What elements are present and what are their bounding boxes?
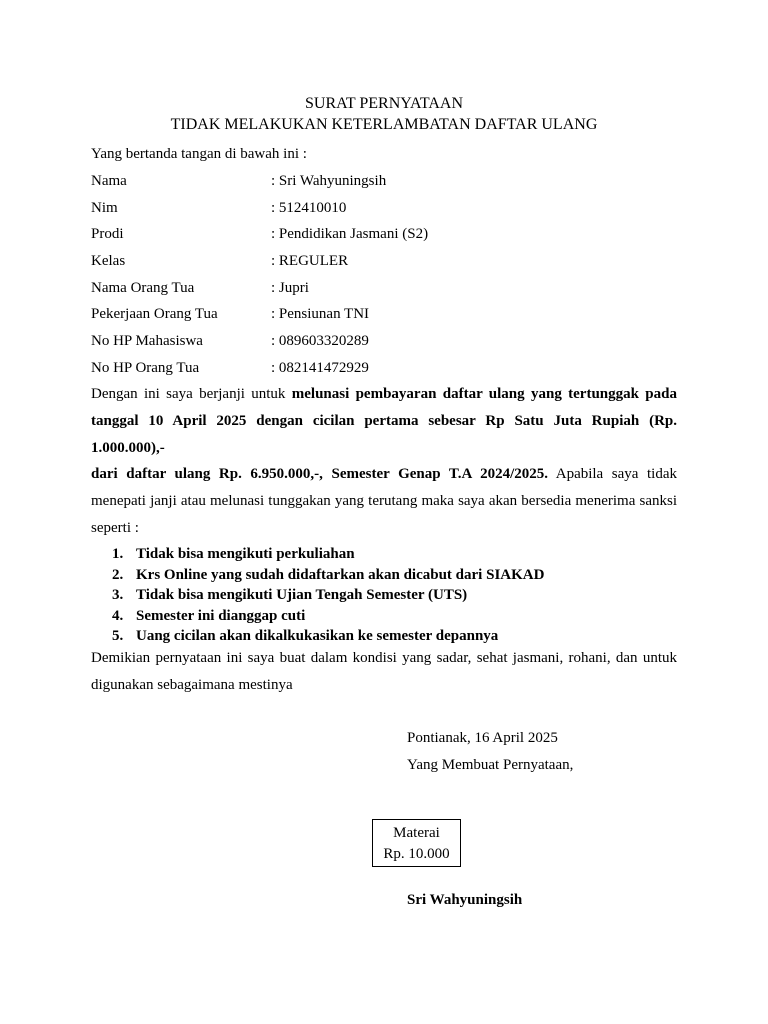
maker-label: Yang Membuat Pernyataan, (407, 757, 574, 773)
field-row-nama-orang-tua (91, 279, 428, 306)
field-value: : 082141472929 (271, 359, 369, 376)
stamp-label: Materai (393, 825, 440, 841)
field-label: Pekerjaan Orang Tua (91, 306, 218, 323)
list-item (112, 545, 544, 566)
field-row-nim (91, 199, 428, 226)
field-label: No HP Mahasiswa (91, 333, 203, 350)
statement-bold-text: dari daftar ulang Rp. 6.950.000,-, Semester Genap T.A 2024/2025. (91, 466, 548, 482)
document-subtitle: TIDAK MELAKUKAN KETERLAMBATAN DAFTAR ULANG (170, 116, 598, 133)
field-label: No HP Orang Tua (91, 359, 200, 376)
field-value: : Pensiunan TNI (271, 306, 370, 323)
field-label: Prodi (91, 226, 124, 243)
list-text: Semester ini dianggap cuti (136, 607, 306, 624)
statement-text: Dengan ini saya berjanji untuk (91, 386, 292, 402)
list-text: Tidak bisa mengikuti Ujian Tengah Semester (UTS) (136, 587, 468, 603)
field-row-prodi (91, 225, 428, 252)
field-label: Nim (91, 199, 118, 216)
stamp-value: Rp. 10.000 (383, 846, 450, 862)
identity-fields (91, 172, 428, 386)
statement-bold-text: melunasi pembayaran daftar ulang yang tertunggak pada tanggal 10 April 2025 dengan cicilan pertama sebesar Rp Satu Juta Rupiah (Rp. 1.000.000),- (91, 386, 677, 456)
field-value: : 089603320289 (271, 333, 369, 350)
signer-name: Sri Wahyuningsih (407, 892, 523, 908)
field-row-kelas (91, 252, 428, 279)
field-value: : 512410010 (271, 199, 347, 216)
statement-paragraph-1 (91, 381, 677, 461)
list-text: Krs Online yang sudah didaftarkan akan dicabut dari SIAKAD (136, 566, 545, 583)
field-label: Kelas (91, 253, 126, 270)
list-number: 5. (112, 628, 124, 644)
list-number: 4. (112, 607, 124, 624)
list-item (112, 566, 544, 587)
place-date: Pontianak, 16 April 2025 (407, 730, 558, 746)
list-number: 2. (112, 566, 124, 583)
list-text: Uang cicilan akan dikalkukasikan ke semester depannya (136, 628, 499, 644)
list-item (112, 607, 544, 628)
statement-paragraph-2 (91, 461, 677, 541)
field-row-pekerjaan-orang-tua (91, 305, 428, 332)
field-value: : Sri Wahyuningsih (271, 173, 387, 189)
closing-paragraph: Demikian pernyataan ini saya buat dalam kondisi yang sadar, sehat jasmani, rohani, dan untuk digunakan sebagaimana mestinya (91, 650, 677, 693)
intro-text: Yang bertanda tangan di bawah ini : (91, 146, 307, 162)
field-value: : Pendidikan Jasmani (S2) (271, 226, 429, 243)
field-row-nama (91, 172, 428, 199)
stamp-box (372, 819, 461, 867)
field-value: : REGULER (271, 253, 349, 270)
field-label: Nama Orang Tua (91, 279, 195, 296)
statement-text: Apabila saya tidak menepati janji atau melunasi tunggakan yang terutang maka saya akan bersedia menerima sanksi seperti : (91, 466, 677, 536)
list-item (112, 586, 544, 607)
list-number: 3. (112, 587, 124, 603)
list-number: 1. (112, 546, 124, 562)
field-label: Nama (91, 173, 127, 189)
sanction-list (112, 545, 544, 648)
document-title: SURAT PERNYATAAN (304, 95, 463, 112)
field-value: : Jupri (271, 279, 309, 296)
list-text: Tidak bisa mengikuti perkuliahan (136, 546, 355, 562)
field-row-hp-mahasiswa (91, 332, 428, 359)
